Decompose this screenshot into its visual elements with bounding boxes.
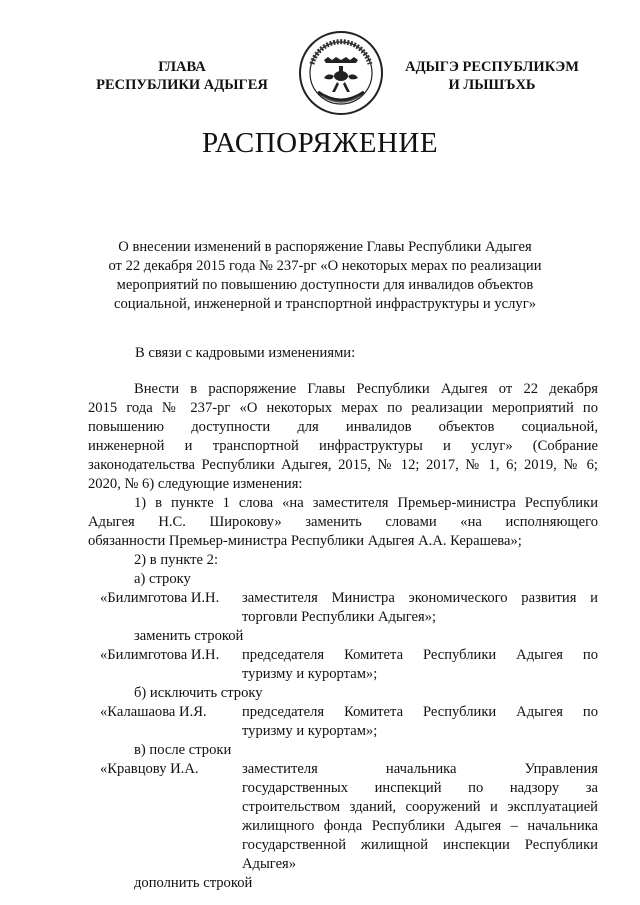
header-left-title — [82, 58, 282, 94]
item1-line-2: Адыгея Н.С. Широкову» заменить словами «на исполняющего — [88, 514, 598, 530]
row1-desc-line-2: торговли Республики Адыгея»; — [242, 609, 437, 625]
document-subject — [80, 238, 570, 314]
body-intro-paragraph — [88, 380, 598, 494]
header-left-line-2: РЕСПУБЛИКИ АДЫГЕЯ — [96, 77, 268, 93]
item-1-paragraph — [88, 494, 598, 551]
row3-desc-line-2: туризму и курортам»; — [242, 723, 378, 739]
row2-desc-line-2: туризму и курортам»; — [242, 666, 378, 682]
intro-line-3: повышению доступности для инвалидов объектов социальной, — [88, 419, 598, 435]
preamble: В связи с кадровыми изменениями: — [135, 345, 356, 361]
row3-description — [242, 703, 598, 741]
row4-desc-line-1: заместителя начальника Управления — [242, 761, 598, 777]
subject-line-4: социальной, инженерной и транспортной инфраструктуры и услуг» — [113, 296, 537, 312]
row4-desc-line-5: государственной жилищной инспекции Республики — [242, 837, 598, 853]
intro-line-1: Внести в распоряжение Главы Республики Адыгея от 22 декабря — [134, 381, 598, 397]
row1-desc-line-1: заместителя Министра экономического развития и — [242, 590, 598, 606]
row1-description — [242, 589, 598, 627]
intro-line-4: инженерной и транспортной инфраструктуры и услуг» (Собрание — [88, 438, 598, 454]
row4-description — [242, 760, 598, 874]
subitem-v: в) после строки — [134, 742, 232, 758]
header-right-line-2: И ЛЫШЪХЬ — [448, 77, 536, 93]
header-right-title — [402, 58, 582, 94]
item-2-heading: 2) в пункте 2: — [134, 552, 219, 568]
subject-line-3: мероприятий по повышению доступности для инвалидов объектов — [116, 277, 534, 293]
intro-line-2: 2015 года № 237-рг «О некоторых мерах по реализации мероприятий по — [88, 400, 598, 416]
subject-line-2: от 22 декабря 2015 года № 237-рг «О некоторых мерах по реализации — [108, 258, 542, 274]
row4-desc-line-2: государственных инспекций по надзору за — [242, 780, 598, 796]
coat-of-arms-icon — [298, 30, 384, 116]
subitem-a: а) строку — [134, 571, 191, 587]
document-title: РАСПОРЯЖЕНИЕ — [201, 127, 439, 159]
row2-description — [242, 646, 598, 684]
header-left-line-1: ГЛАВА — [158, 59, 206, 75]
intro-line-5: законодательства Республики Адыгея, 2015, № 12; 2017, № 1, 6; 2019, № 6; — [88, 457, 598, 473]
row1-name: «Билимготова И.Н. — [100, 590, 220, 606]
row2-name: «Билимготова И.Н. — [100, 647, 220, 663]
subject-line-1: О внесении изменений в распоряжение Главы Республики Адыгея — [118, 239, 532, 255]
row3-desc-line-1: председателя Комитета Республики Адыгея по — [242, 704, 598, 720]
header-right-line-1: АДЫГЭ РЕСПУБЛИКЭМ — [405, 59, 579, 75]
item1-line-3: обязанности Премьер-министра Республики Адыгея А.А. Керашева»; — [88, 533, 522, 549]
row4-name: «Кравцову И.А. — [100, 761, 199, 777]
item1-line-1: 1) в пункте 1 слова «на заместителя Премьер-министра Республики — [134, 495, 598, 511]
row2-desc-line-1: председателя Комитета Республики Адыгея по — [242, 647, 598, 663]
add-line: дополнить строкой — [134, 875, 253, 891]
row4-desc-line-6: Адыгея» — [242, 856, 297, 872]
intro-line-6: 2020, № 6) следующие изменения: — [88, 476, 303, 492]
subitem-b: б) исключить строку — [134, 685, 263, 701]
row4-desc-line-4: жилищного фонда Республики Адыгея – начальника — [242, 818, 598, 834]
row3-name: «Калашаова И.Я. — [100, 704, 207, 720]
replace-with-line: заменить строкой — [134, 628, 244, 644]
row4-desc-line-3: строительством зданий, сооружений и эксплуатацией — [242, 799, 598, 815]
